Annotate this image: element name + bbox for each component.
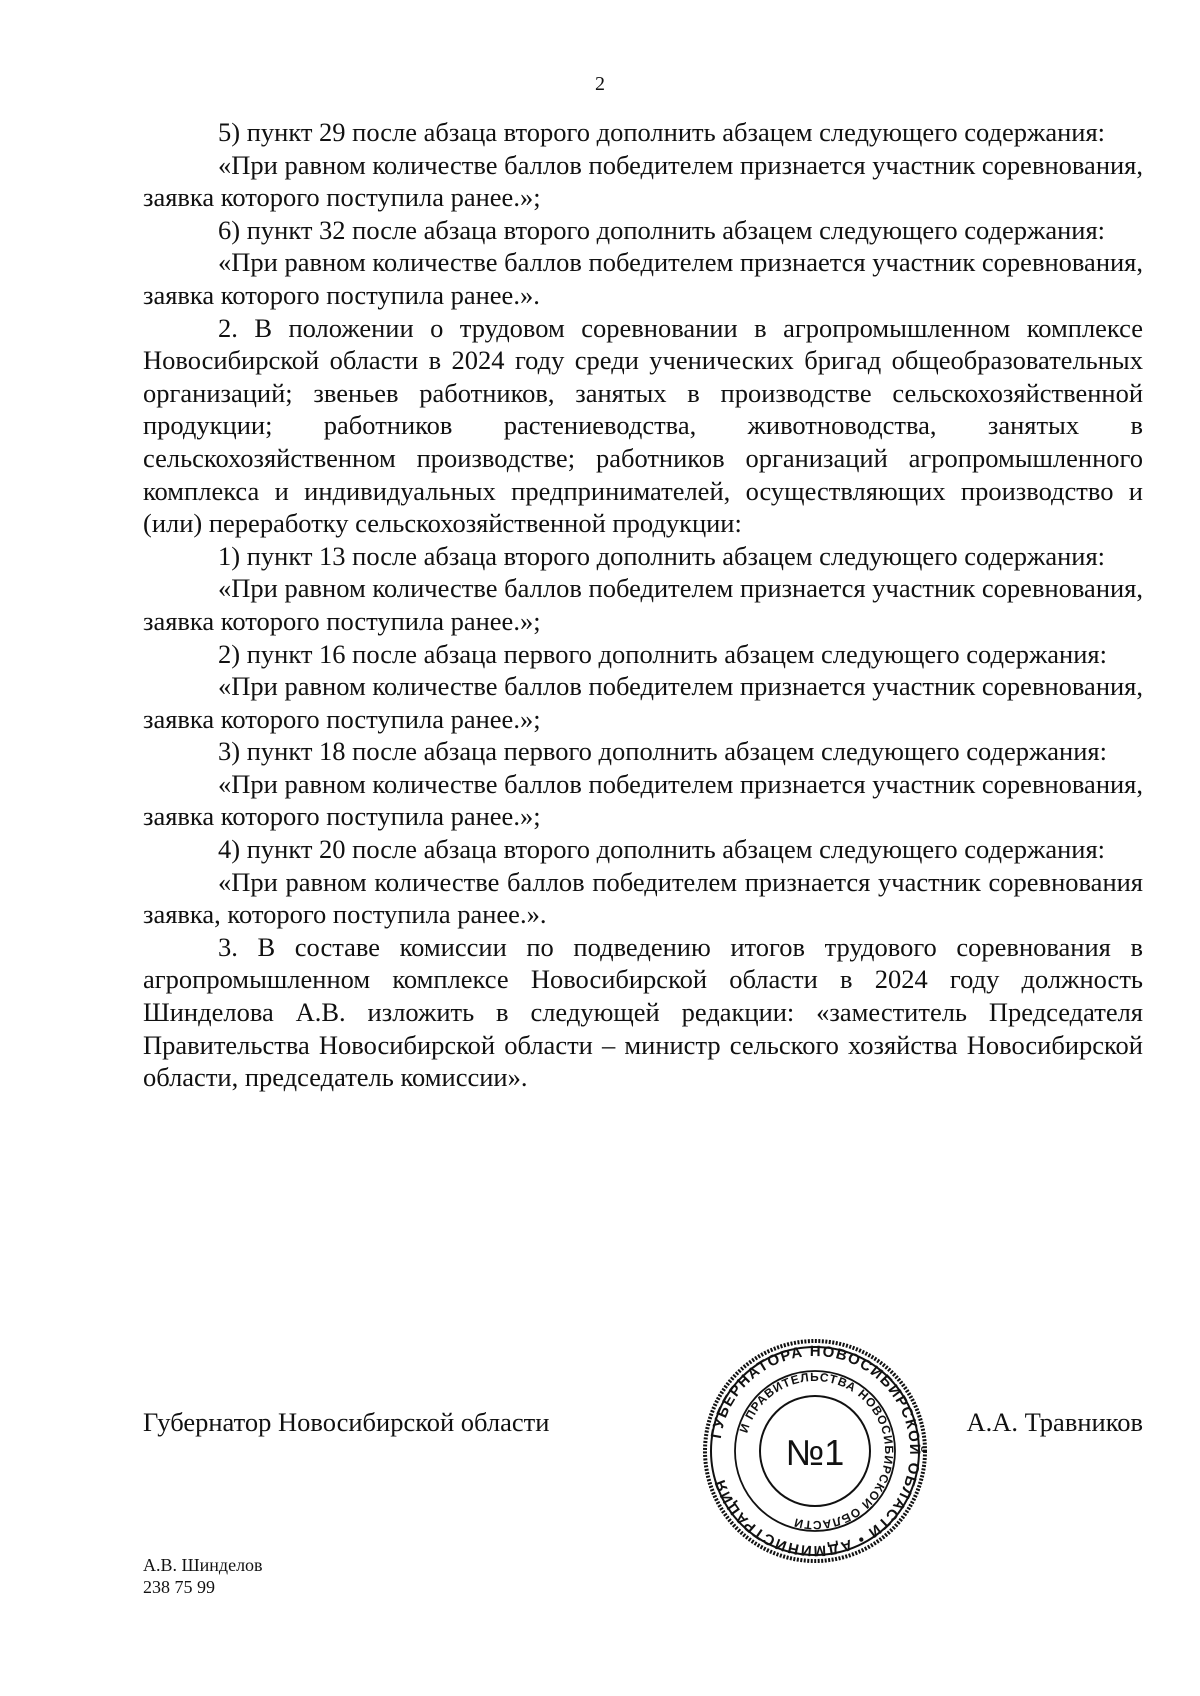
seal-center-text: №1 [785, 1432, 845, 1473]
paragraph: «При равном количестве баллов победителем признается участник соревнования, заявка которого поступила ранее.»; [143, 573, 1143, 636]
document-body [143, 116, 1143, 1094]
paragraph: 2) пункт 16 после абзаца первого дополнить абзацем следующего содержания: [218, 638, 1107, 669]
author-name: А.В. Шинделов [143, 1555, 263, 1575]
footer-contact [143, 1554, 263, 1598]
official-seal-stamp [700, 1336, 930, 1566]
paragraph: 3. В составе комиссии по подведению итогов трудового соревнования в агропромышленном комплексе Новосибирской области в 2024 году должность Шинделова А.В. изложить в следующей редакции: «заместитель Председателя Правительства Новосибирской области – министр сельского хозяйства Новосибирской области, председатель комиссии». [143, 931, 1143, 1093]
paragraph: «При равном количестве баллов победителем признается участник соревнования, заявка которого поступила ранее.». [143, 247, 1143, 310]
signature-block [143, 1406, 1143, 1446]
paragraph: 4) пункт 20 после абзаца второго дополнить абзацем следующего содержания: [218, 834, 1106, 865]
paragraph: «При равном количестве баллов победителем признается участник соревнования, заявка которого поступила ранее.»; [143, 149, 1143, 213]
seal-inner-text: И ПРАВИТЕЛЬСТВА НОВОСИБИРСКОЙ ОБЛАСТИ [736, 1369, 897, 1533]
paragraph: 3) пункт 18 после абзаца первого дополнить абзацем следующего содержания: [218, 736, 1107, 767]
paragraph: 6) пункт 32 после абзаца второго дополнить абзацем следующего содержания: [218, 214, 1106, 245]
signatory-name: А.А. Травников [966, 1407, 1143, 1437]
paragraph: «При равном количестве баллов победителем признается участник соревнования, заявка которого поступила ранее.»; [143, 671, 1143, 734]
author-phone: 238 75 99 [143, 1577, 215, 1597]
seal-outer-text: ГУБЕРНАТОРА НОВОСИБИРСКОЙ ОБЛАСТИ • АДМИНИСТРАЦИЯ [707, 1342, 924, 1560]
paragraph: «При равном количестве баллов победителем признается участник соревнования, заявка которого поступила ранее.»; [143, 768, 1143, 832]
paragraph: 1) пункт 13 после абзаца второго дополнить абзацем следующего содержания: [218, 540, 1106, 571]
paragraph: «При равном количестве баллов победителем признается участник соревнования заявка, которого поступила ранее.». [143, 866, 1143, 930]
page-number: 2 [595, 73, 605, 95]
signatory-position: Губернатор Новосибирской области [143, 1407, 550, 1437]
paragraph: 5) пункт 29 после абзаца второго дополнить абзацем следующего содержания: [218, 117, 1106, 147]
paragraph: 2. В положении о трудовом соревновании в агропромышленном комплексе Новосибирской области в 2024 году среди ученических бригад общеобразовательных организаций; звеньев работников, занятых в производстве сельскохозяйственной продукции; работников растениеводства, животноводства, занятых в сельскохозяйственном производстве; работников организаций агропромышленного комплекса и индивидуальных предпринимателей, осуществляющих производство и (или) переработку сельскохозяйственной продукции: [143, 312, 1143, 539]
